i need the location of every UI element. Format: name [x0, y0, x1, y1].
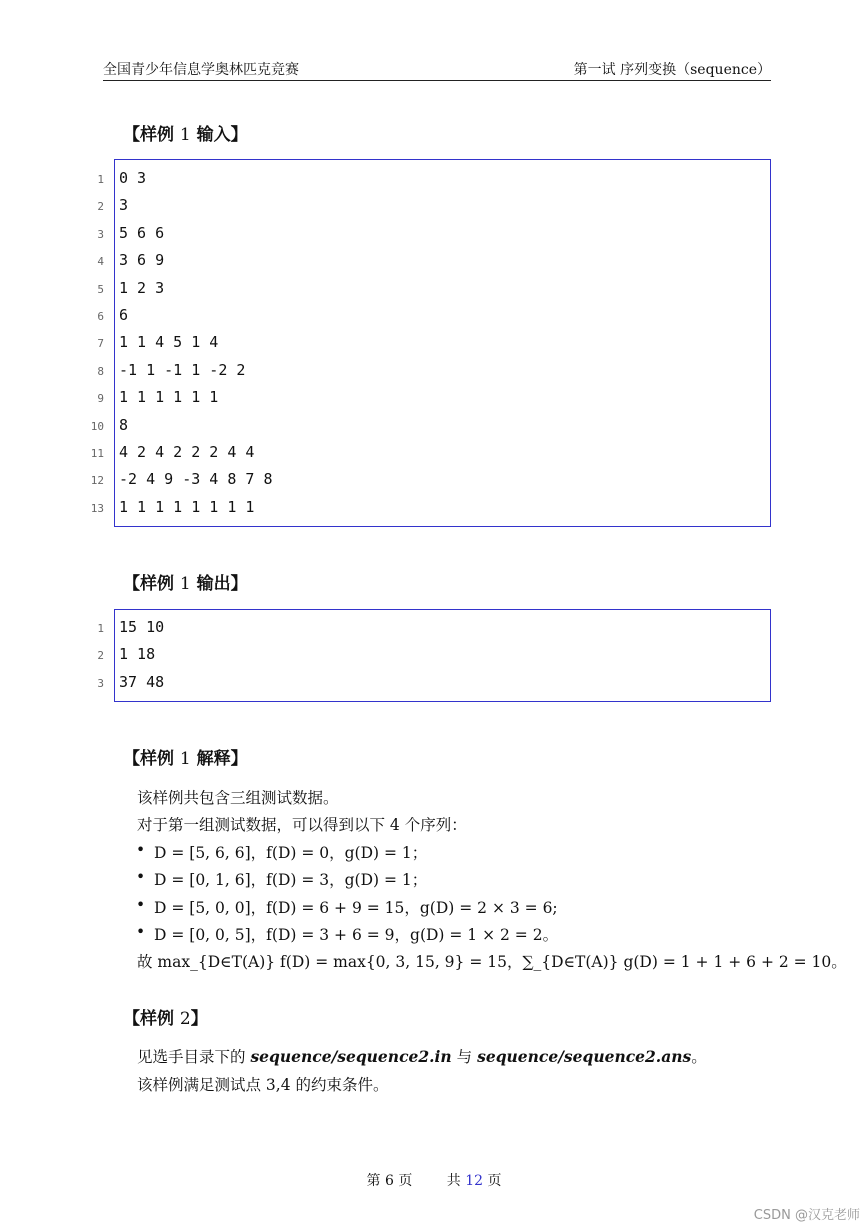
code-line-text: 1 1 1 1 1 1 1 1	[119, 497, 255, 516]
line-number: 1	[97, 173, 104, 186]
line-number: 5	[97, 282, 104, 296]
explain-bullet: • D = [0, 1, 6]，f(D) = 3，g(D) = 1；	[136, 868, 428, 889]
code-line-text: 3 6 9	[119, 251, 165, 270]
code-line-text: 1 18	[119, 645, 156, 664]
explain-paragraph-2: 对于第一组测试数据，可以得到以下 4 个序列：	[137, 816, 467, 834]
sample1-input-box	[114, 159, 771, 527]
sample1-output-box	[114, 609, 771, 702]
code-line-text: 15 10	[119, 618, 165, 636]
line-number: 6	[97, 310, 104, 323]
code-line-text: 0 3	[119, 169, 147, 187]
page-number: 6	[384, 1173, 394, 1189]
code-line-text: 8	[119, 415, 129, 434]
explain-paragraph-1: 该样例共包含三组测试数据。	[137, 789, 339, 807]
sample2-input-file: sequence/sequence2.in	[250, 1047, 452, 1066]
code-line-text: 1 1 1 1 1 1	[119, 388, 219, 407]
line-number: 11	[90, 447, 104, 460]
line-number: 12	[90, 474, 104, 488]
explain-bullet: • D = [5, 6, 6]，f(D) = 0，g(D) = 1；	[136, 841, 428, 862]
line-number: 2	[97, 649, 104, 663]
line-number: 4	[97, 255, 104, 269]
code-line-text: 37 48	[119, 672, 165, 691]
line-number: 2	[97, 200, 104, 214]
code-line-text: 4 2 4 2 2 2 4 4	[119, 443, 255, 461]
page-header	[103, 56, 771, 81]
line-number: 7	[97, 337, 104, 351]
explain-bullet: • D = [5, 0, 0]，f(D) = 6 + 9 = 15，g(D) = 2 × 3 = 6;	[136, 896, 558, 917]
sample1-input-title: 【样例 1 输入】	[123, 125, 248, 145]
sample2-title: 【样例 2】	[123, 1009, 208, 1029]
code-line-text: 5 6 6	[119, 223, 165, 242]
total-pages: 12	[465, 1173, 484, 1189]
code-line-text: 1 2 3	[119, 278, 165, 297]
sample2-answer-file: sequence/sequence2.ans	[477, 1047, 692, 1066]
line-number: 10	[90, 419, 104, 433]
header-problem-name: 第一试 序列变换（sequence）	[573, 62, 771, 78]
sample1-explain-title: 【样例 1 解释】	[123, 749, 248, 769]
watermark: CSDN @汉克老师	[753, 1208, 860, 1223]
line-number: 9	[97, 392, 104, 406]
line-number: 3	[97, 227, 104, 241]
page-footer: 第 6 页 共 12 页	[366, 1173, 502, 1189]
sample2-paragraph-1: 见选手目录下的 sequence/sequence2.in 与 sequence/sequence2.ans。	[137, 1047, 707, 1066]
code-line-text: -1 1 -1 1 -2 2	[119, 360, 246, 379]
code-line-text: 6	[119, 306, 129, 324]
explain-bullet: • D = [0, 0, 5]，f(D) = 3 + 6 = 9，g(D) = 1 × 2 = 2。	[136, 923, 559, 944]
line-number: 3	[97, 676, 104, 690]
sample2-paragraph-2: 该样例满足测试点 3,4 的约束条件。	[137, 1076, 389, 1094]
code-line-text: -2 4 9 -3 4 8 7 8	[119, 470, 273, 489]
code-line-text: 3	[119, 196, 129, 215]
code-line-text: 1 1 4 5 1 4	[119, 333, 219, 352]
line-number: 1	[97, 622, 104, 635]
line-number: 8	[97, 364, 104, 378]
line-number: 13	[90, 501, 104, 515]
explain-conclusion: 故 max_{D∈T(A)} f(D) = max{0, 3, 15, 9} = 15，∑_{D∈T(A)} g(D) = 1 + 1 + 6 + 2 = 10。	[137, 953, 847, 971]
header-contest-name: 全国青少年信息学奥林匹克竞赛	[103, 62, 299, 78]
sample1-output-title: 【样例 1 输出】	[123, 574, 248, 594]
